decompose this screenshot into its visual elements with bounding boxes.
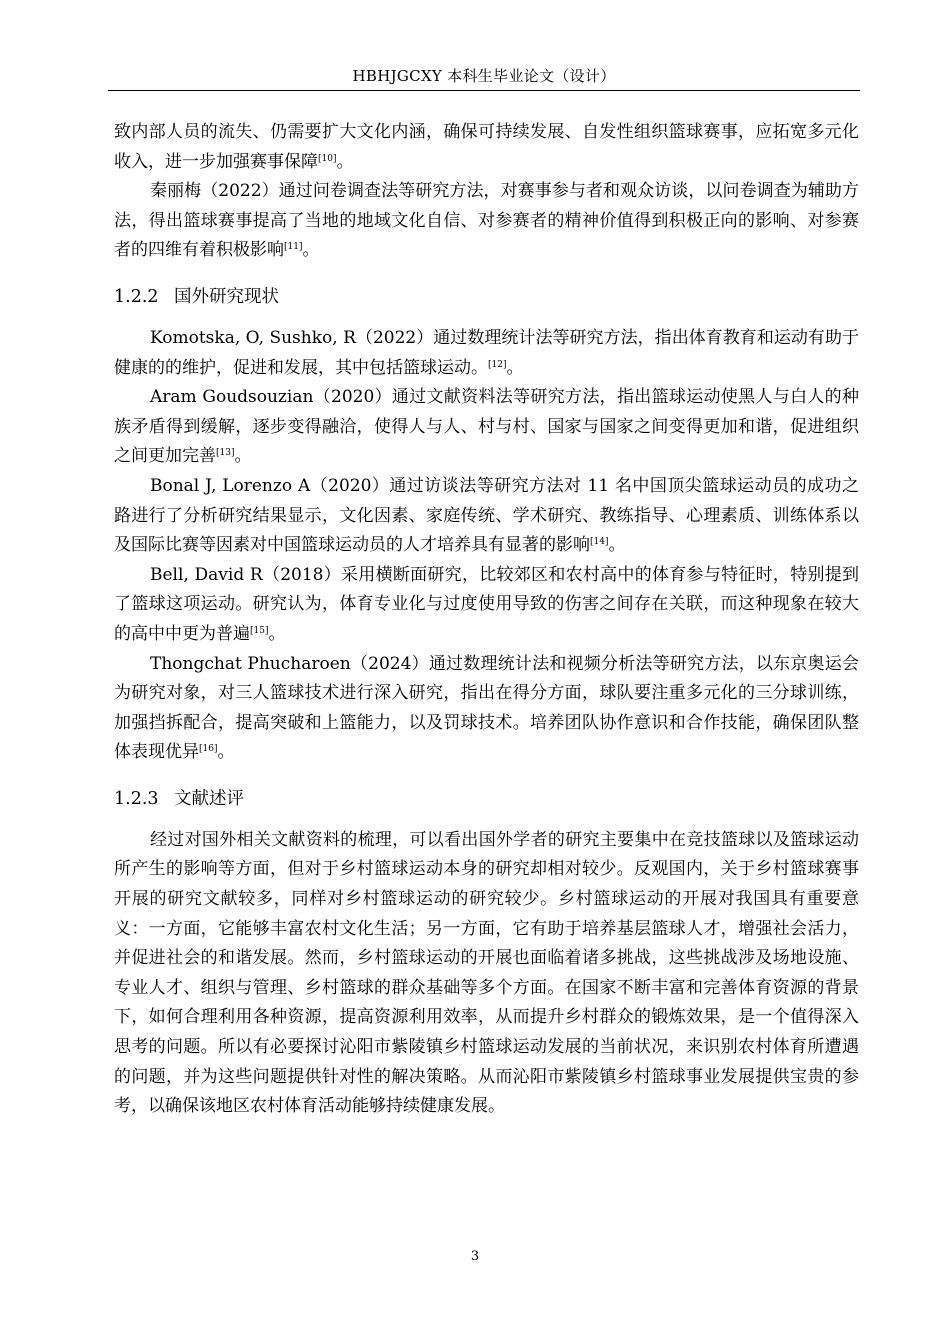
citation-ref: [15] bbox=[250, 625, 269, 636]
paragraph bbox=[114, 650, 859, 768]
paragraph-tail: 。 bbox=[217, 742, 235, 763]
paragraph-text: Bell, David R（2018）采用横断面研究，比较郊区和农村高中的体育参与特征时，特别提到了篮球这项运动。研究认为，体育专业化与过度使用导致的伤害之间存在关联，而这种现象在较大的高中中更为普遍 bbox=[114, 564, 859, 644]
paragraph-tail: 。 bbox=[336, 151, 354, 172]
paragraph-text: 经过对国外相关文献资料的梳理，可以看出国外学者的研究主要集中在竞技篮球以及篮球运动所产生的影响等方面，但对于乡村篮球运动本身的研究却相对较少。反观国内，关于乡村篮球赛事开展的研究文献较多，同样对乡村篮球运动的研究较少。乡村篮球运动的开展对我国具有重要意义：一方面，它能够丰富农村文化生活；另一方面，它有助于培养基层篮球人才，增强社会活力，并促进社会的和谐发展。然而，乡村篮球运动的开展也面临着诸多挑战，这些挑战涉及场地设施、专业人才、组织与管理、乡村篮球的群众基础等多个方面。在国家不断丰富和完善体育资源的背景下，如何合理利用各种资源，提高资源利用效率，从而提升乡村群众的锻炼效果，是一个值得深入思考的问题。所以有必要探讨沁阳市紫陵镇乡村篮球运动发展的当前状况，来识别农村体育所遭遇的问题，并为这些问题提供针对性的解决策略。从而沁阳市紫陵镇乡村篮球事业发展提供宝贵的参考，以确保该地区农村体育活动能够持续健康发展。 bbox=[114, 829, 859, 1117]
paragraph-continued bbox=[114, 118, 859, 177]
section-title: 文献述评 bbox=[174, 788, 244, 809]
paragraph-text: 致内部人员的流失、仍需要扩大文化内涵，确保可持续发展、自发性组织篮球赛事，应拓宽多元化收入，进一步加强赛事保障 bbox=[114, 122, 859, 172]
paragraph-text: Komotska, O, Sushko, R（2022）通过数理统计法等研究方法，指出体育教育和运动有助于健康的的维护，促进和发展，其中包括篮球运动。 bbox=[114, 327, 859, 378]
section-heading-1-2-2 bbox=[114, 282, 859, 312]
paragraph-text: 秦丽梅（2022）通过问卷调查法等研究方法，对赛事参与者和观众访谈，以问卷调查为辅助方法，得出篮球赛事提高了当地的地域文化自信、对参赛者的精神价值得到积极正向的影响、对参赛者的四维有着积极影响 bbox=[114, 181, 859, 261]
paragraph bbox=[114, 324, 859, 383]
paragraph-text: Aram Goudsouzian（2020）通过文献资料法等研究方法，指出篮球运动使黑人与白人的种族矛盾得到缓解，逐步变得融洽，使得人与人、村与村、国家与国家之间变得更加和谐，促进组织之间更加完善 bbox=[114, 387, 859, 467]
body-text bbox=[114, 118, 859, 1122]
paragraph-text: Thongchat Phucharoen（2024）通过数理统计法和视频分析法等研究方法，以东京奥运会为研究对象，对三人篮球技术进行深入研究，指出在得分方面，球队要注重多元化的三分球训练，加强挡拆配合，提高突破和上篮能力，以及罚球技术。培养团队协作意识和合作技能，确保团队整体表现优异 bbox=[114, 653, 859, 763]
paragraph-tail: 。 bbox=[506, 357, 524, 378]
paragraph-tail: 。 bbox=[302, 240, 320, 261]
paragraph bbox=[114, 826, 859, 1122]
section-number: 1.2.2 bbox=[114, 286, 159, 307]
paragraph-tail: 。 bbox=[268, 623, 286, 644]
paragraph bbox=[114, 177, 859, 266]
paragraph bbox=[114, 472, 859, 561]
section-heading-1-2-3 bbox=[114, 784, 859, 814]
citation-ref: [14] bbox=[590, 537, 609, 548]
paragraph bbox=[114, 561, 859, 650]
paragraph-tail: 。 bbox=[608, 535, 626, 556]
citation-ref: [16] bbox=[199, 744, 218, 755]
paragraph bbox=[114, 383, 859, 472]
citation-ref: [13] bbox=[216, 448, 235, 459]
running-header: HBHJGCXY 本科生毕业论文（设计） bbox=[352, 67, 616, 85]
paragraph-text: Bonal J, Lorenzo A（2020）通过访谈法等研究方法对 11 名中国顶尖篮球运动员的成功之路进行了分析研究结果显示，文化因素、家庭传统、学术研究、教练指导、心理素质、训练体系以及国际比赛等因素对中国篮球运动员的人才培养具有显著的影响 bbox=[114, 475, 859, 556]
citation-ref: [12] bbox=[488, 359, 507, 370]
header-rule bbox=[108, 90, 860, 91]
citation-ref: [11] bbox=[284, 242, 303, 253]
citation-ref: [10] bbox=[318, 153, 337, 164]
section-title: 国外研究现状 bbox=[174, 286, 279, 307]
page-number: 3 bbox=[470, 1249, 480, 1264]
section-number: 1.2.3 bbox=[114, 788, 159, 809]
paragraph-tail: 。 bbox=[234, 446, 252, 467]
